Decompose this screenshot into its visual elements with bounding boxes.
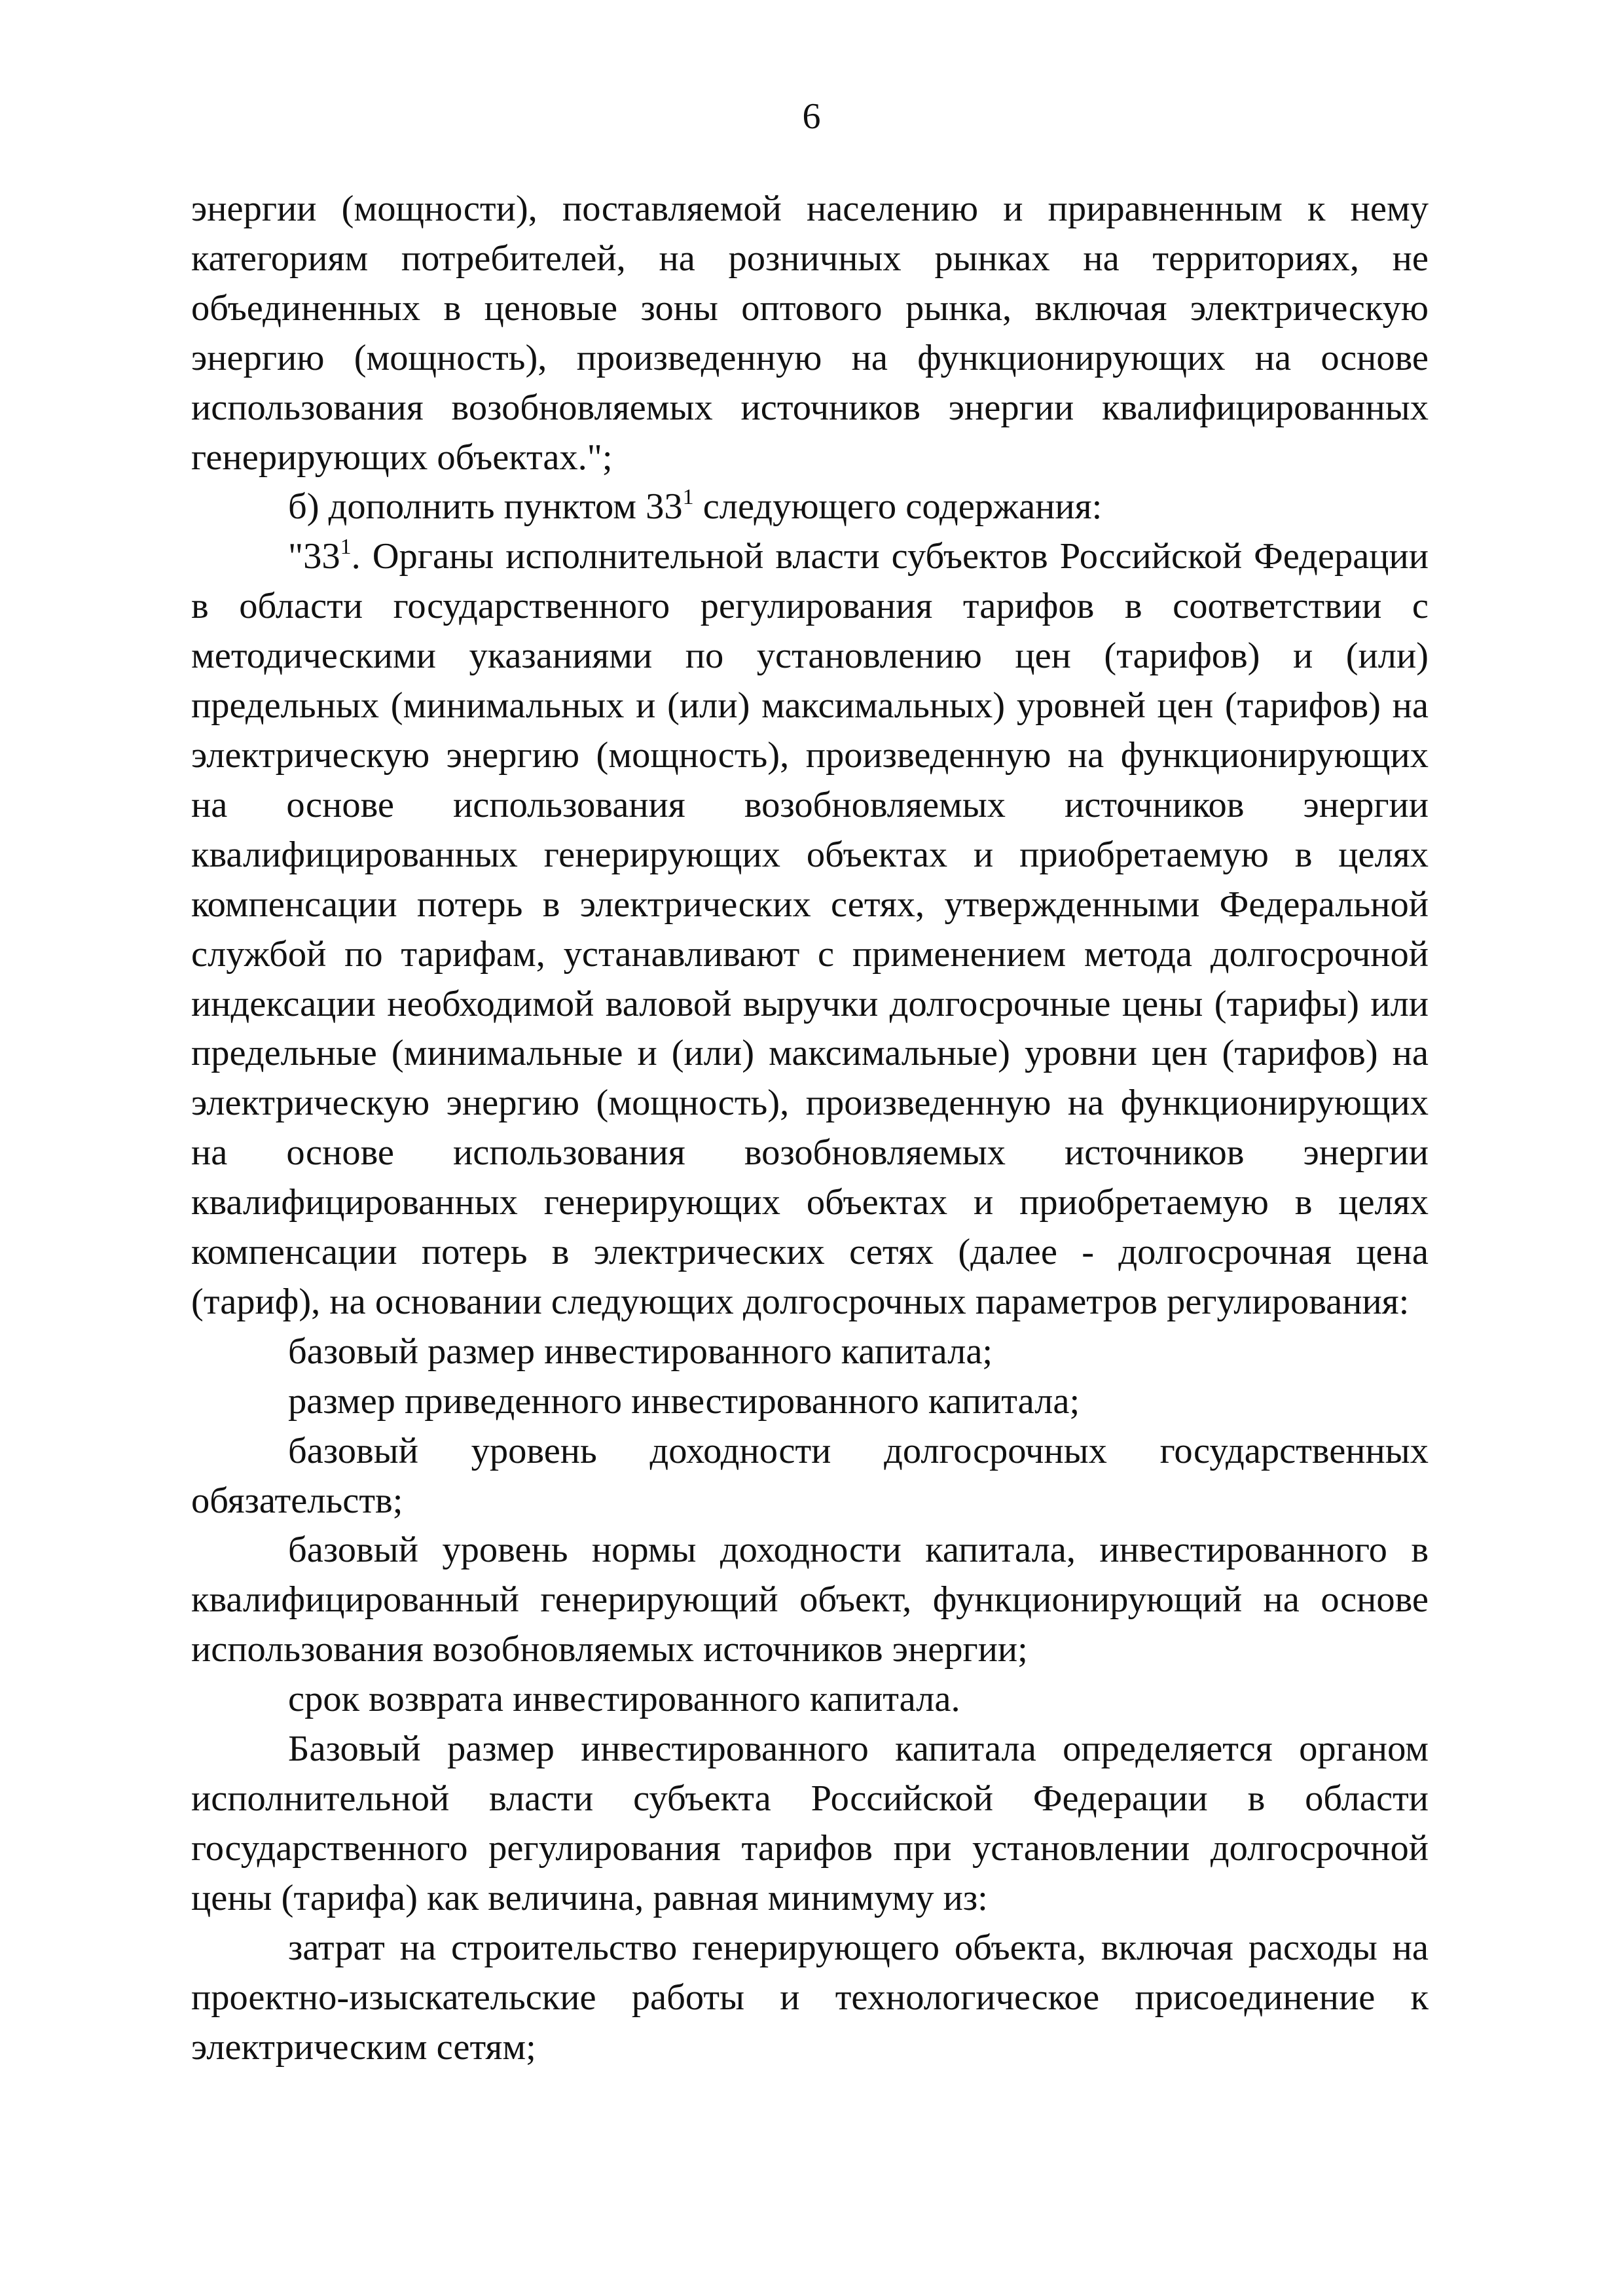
text-run: "33	[288, 536, 340, 577]
text-run: б) дополнить пунктом 33	[288, 486, 683, 528]
text-run: . Органы исполнительной власти субъектов Российской Федерации в области государственного регулирования тарифов в соответствии с методическими указаниями по установлению цен (тарифов) и (или) предельных (минимальных и (или) максимальных) уровней цен (тарифов) на электрическую энергию (мощность), произведенную на функционирующих на основе использования возобновляемых источников энергии квалифицированных генерирующих объектах и приобретаемую в целях компенсации потерь в электрических сетях, утвержденными Федеральной службой по тарифам, устанавливают с применением метода долгосрочной индексации необходимой валовой выручки долгосрочные цены (тарифы) или предельные (минимальные и (или) максимальные) уровни цен (тарифов) на электрическую энергию (мощность), произведенную на функционирующих на основе использования возобновляемых источников энергии квалифицированных генерирующих объектах и приобретаемую в целях компенсации потерь в электрических сетях (далее - долгосрочная цена (тариф), на основании следующих долгосрочных параметров регулирования:	[191, 536, 1429, 1322]
paragraph-amendment-b	[191, 482, 1429, 532]
paragraph-continuation: энергии (мощности), поставляемой населению и приравненным к нему категориям потребителей, на розничных рынках на территориях, не объединенных в ценовые зоны оптового рынка, включая электрическую энергию (мощность), произведенную на функционирующих на основе использования возобновляемых источников энергии квалифицированных генерирующих объектах.";	[191, 188, 1429, 478]
superscript: 1	[340, 535, 352, 560]
paragraph-clause-33-1	[191, 532, 1429, 1327]
list-item-parameter: базовый уровень нормы доходности капитала, инвестированного в квалифицированный генерирующий объект, функционирующий на основе использования возобновляемых источников энергии;	[191, 1530, 1429, 1670]
list-item-parameter: базовый уровень доходности долгосрочных государственных обязательств;	[191, 1430, 1429, 1521]
list-item-parameter: срок возврата инвестированного капитала.	[288, 1679, 960, 1720]
document-body	[191, 185, 1429, 2072]
list-item-parameter: размер приведенного инвестированного капитала;	[288, 1380, 1080, 1422]
list-item-parameter: базовый размер инвестированного капитала;	[288, 1331, 993, 1372]
page-number: 6	[802, 96, 821, 137]
paragraph-base-capital: Базовый размер инвестированного капитала определяется органом исполнительной власти субъекта Российской Федерации в области государственного регулирования тарифов при установлении долгосрочной цены (тарифа) как величина, равная минимуму из:	[191, 1729, 1429, 1918]
text-run: следующего содержания:	[693, 486, 1103, 528]
superscript: 1	[682, 485, 694, 510]
paragraph-construction-costs: затрат на строительство генерирующего объекта, включая расходы на проектно-изыскательские работы и технологическое присоединение к электрическим сетям;	[191, 1927, 1429, 2068]
